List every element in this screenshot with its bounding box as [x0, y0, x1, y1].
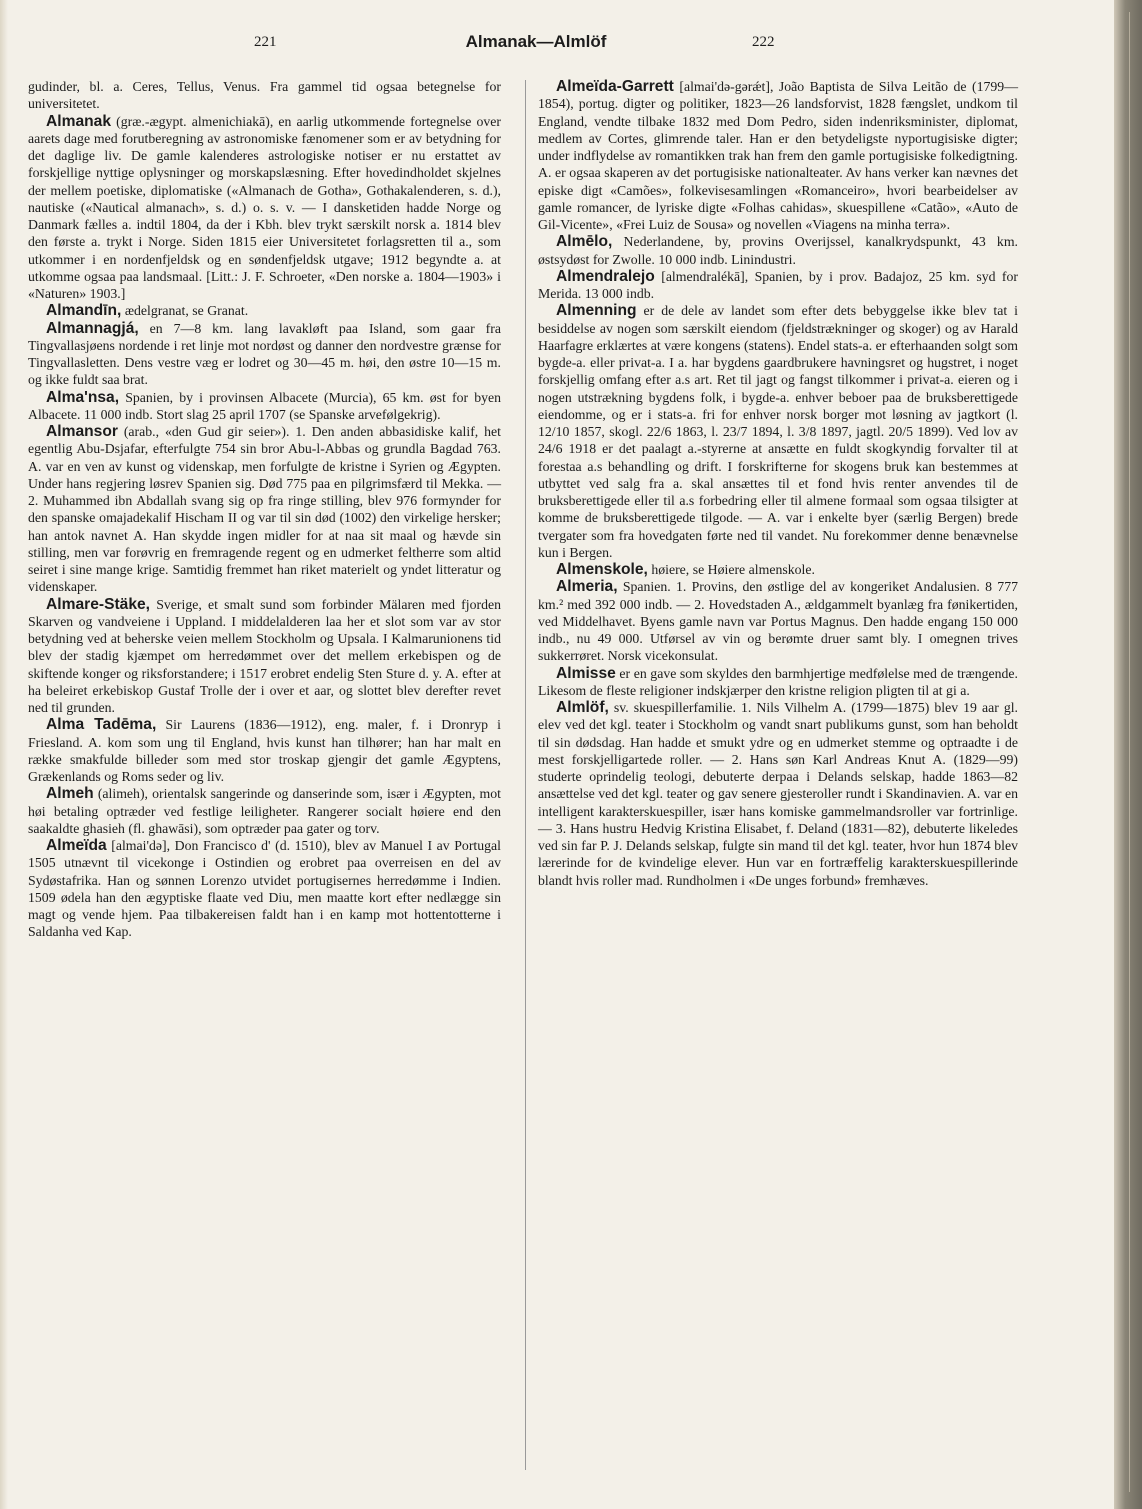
page-number-left: 221 [254, 34, 277, 50]
dictionary-entry [538, 302, 1018, 561]
entry-headword: Almeïda-Garrett [556, 78, 674, 95]
book-edge [1114, 0, 1142, 1509]
dictionary-entry [28, 302, 501, 319]
entry-headword: Almisse [556, 664, 616, 682]
dictionary-entry [28, 320, 501, 389]
entry-text: Nederlandene, by, provins Overijssel, kanalkrydspunkt, 43 km. østsydøst for Zwolle. 10 000 indb. Linindustri. [538, 234, 1018, 267]
entry-text: er de dele av landet som efter dets bebyggelse ikke blev tat i besiddelse av nogen som særskilt eiendom (fjeldstrækninger og skoger) og av Harald Haarfagre erklærtes at være kongens (statens). Endel stats-a. er efterhaanden solgt som bygde-a. eller privat-a. I a. har bygdens gaardbrukere havningsret og hugstret, i noget forskjellig omfang efter a.s art. Ret til jagt og fangst tilkommer i privat-a. eieren og i nogen utstrækning bygdens folk, i bygde-a. enhver beboer paa de bruksberettigede eiendomme, og er i stats-a. fri for enhver norsk borger mot løsning av jagtkort (l. 12/10 1857, skogl. 22/6 1863, l. 23/7 1894, l. 3/8 1897, jagtl. 20/5 1899). Ved lov av 24/6 1918 er det paalagt a.-styrerne at ansætte en fuldt skogkyndig forvalter til at forestaa a.s behandling og drift. I forskrifterne for skogens bruk kan bestemmes at utbyttet ved salg fra a. skal ansættes til et fond hvis renter anvendes til de bruksberettigede eller til a.s forbedring eller til almene formaal som ogsaa tilsigter at komme de bruksberettigede tilgode. — A. var i enkelte byer (særlig Bergen) brede tvergater som fra hovedgaten førte ned til vandet. Nu forekommer denne benævnelse kun i Bergen. [538, 303, 1018, 560]
entry-headword: Almanak [46, 112, 112, 130]
entry-headword: Alma'nsa, [46, 388, 120, 406]
entry-headword: Almendralejo [556, 267, 655, 285]
dictionary-entry [538, 268, 1018, 303]
page-header [0, 34, 1142, 58]
entry-headword: Alma Tadēma, [46, 716, 157, 734]
dictionary-entry [28, 716, 501, 785]
dictionary-entry [538, 699, 1018, 889]
entry-headword: Almeh [46, 785, 94, 803]
entry-text: [almai'də-gərǽt], João Baptista de Silva Leitão de (1799—1854), portug. digter og politiker, 1823—26 landsforvist, 1828 fængslet, undkom til England, vendte tilbake 1832 med Dom Pedro, siden indenriksminister, diplomat, medlem av Cortes, glimrende taler. Han er den betydeligste nyportugisiske digter; under indflydelse av romantikken trak han frem den gamle portugisiske folkedigtning. A. er ogsaa skaperen av det portugisiske nationalteater. Av hans verker kan nævnes det episke digt «Camões», folkevisesamlingen «Romanceiro», hvori bearbeidelser av gamle romancer, de lyriske digte «Folhas cahidas», skuespillene «Catão», «Auto de Gil-Vicente», «Frei Luiz de Sousa» og novellen «Viagens na minha terra». [538, 79, 1018, 232]
dictionary-entry [538, 665, 1018, 700]
dictionary-entry [28, 596, 501, 717]
entry-text: Spanien, by i provinsen Albacete (Murcia), 65 km. øst for byen Albacete. 11 000 indb. Stort slag 25 april 1707 (se Spanske arvefølgekrig). [28, 389, 502, 422]
entry-text: ædelgranat, se Granat. [124, 303, 249, 319]
entry-text: [almendralékā], Spanien, by i prov. Badajoz, 25 km. syd for Merida. 13 000 indb. [538, 268, 1018, 301]
entry-headword: Almenning [556, 302, 637, 320]
entry-text: høiere, se Høiere almenskole. [651, 562, 815, 577]
entry-text: er en gave som skyldes den barmhjertige medfølelse med de trængende. Likesom de fleste religioner indskjærper den kristne religion pligten til at gi a. [538, 665, 1018, 698]
entry-text: en 7—8 km. lang lavakløft paa Island, som gaar fra Tingvallasjøens nordende i ret linje mot nordøst og danner den nordvestre grænse for Tingvallasletten. Dens vestre væg er lodret og 30—45 m. høi, den østre 10—15 m. og ikke fuldt saa brat. [28, 320, 501, 388]
running-head: Almanak—Almlöf [465, 32, 607, 51]
dictionary-entry [538, 233, 1018, 268]
right-column [538, 78, 1018, 889]
entry-headword: Almansor [46, 423, 118, 440]
entry-text: (alimeh), orientalsk sangerinde og danserinde som, især i Ægypten, mot høi betaling optræder ved festlige leiligheter. Rangerer socialt høiere end den saakaldte ghasieh (fl. ghawāsi), som optræder paa gater og torv. [28, 786, 501, 836]
page-number-right: 222 [752, 34, 775, 50]
entry-headword: Almlöf, [556, 699, 609, 716]
dictionary-entry [28, 837, 501, 941]
dictionary-entry [28, 78, 501, 113]
entry-headword: Almandīn, [46, 302, 122, 320]
entry-text: (græ.-ægypt. almenichiakā), en aarlig utkommende fortegnelse over aarets dage med forutberegning av astronomiske fænomener som er av betydning for det daglige liv. De gamle kalenderes astrologiske notiser er nu erstattet av forskjellige nyttige oplysninger og morskapslæsning. Efter hovedindholdet skjelnes der mellem poetiske, diplomatiske («Almanach de Gotha», Gothakalenderen, s. d.), nautiske («Nautical almanach», s. d.) o. s. v. — I dansketiden hadde Norge og Danmark fælles a. indtil 1804, da der i Kbh. blev trykt særskilt norsk a. 1814 blev den første a. trykt i Norge. Siden 1815 eier Universitetet forlagsretten til a., som utkommer i en nordenfjeldsk og en søndenfjeldsk utgave; 1912 begyndte a. at utkomme ogsaa paa landsmaal. [Litt.: J. F. Schroeter, «Den norske a. 1804—1903» i «Naturen» 1903.] [28, 113, 501, 301]
dictionary-entry [28, 113, 501, 303]
dictionary-entry [538, 578, 1018, 664]
dictionary-entry [538, 78, 1018, 233]
entry-headword: Almēlo, [556, 233, 613, 251]
dictionary-entry [28, 423, 501, 596]
entry-headword: Almeïda [46, 837, 107, 854]
page-gutter [0, 0, 8, 1509]
entry-text: [almai'də], Don Francisco d' (d. 1510), blev av Manuel I av Portugal 1505 utnævnt til vicekonge i Ostindien og erobret paa overreisen en del av Sydøstafrika. Han og sønnen Lorenzo utvidet portugisernes herredømme i Indien. 1509 ødela han den ægyptiske flaate ved Diu, men maatte kort efter nedlægge sin magt og vende hjem. Paa tilbakereisen faldt han i en kamp mot hottentotterne i Saldanha ved Kap. [28, 838, 501, 940]
entry-text: Sverige, et smalt sund som forbinder Mälaren med fjorden Skarven og vandveiene i Uppland. I middelalderen laa her et slot som var av stor betydning ved at beherske veien mellem Stockholm og Upsala. I Kalmarunionens tid blev der stadig kjæmpet om herredømmet over det mellem erkebispen og de skiftende konger og riksforstandere; i 1517 erobret endelig Sten Sture d. y. A. efter at ha beleiret erkebiskop Gustaf Trolle der i over et aar, og slottet blev derefter revet ned til grunden. [28, 596, 502, 715]
entry-headword: Almare-Stäke, [46, 595, 151, 613]
book-edge-line [1129, 12, 1140, 1492]
entry-text: (arab., «den Gud gir seier»). 1. Den anden abbasidiske kalif, het egentlig Abu-Dsjafar, efterfulgte 754 sin bror Abu-l-Abbas og grundla Bagdad 763. A. var en ven av kunst og videnskap, men forfulgte de kristne i Syrien og Ægypten. Under hans regjering løsrev Spanien sig. Død 775 paa en pilgrimsfærd til Mekka. — 2. Muhammed ibn Abdallah svang sig op fra ringe stilling, blev 976 formynder for den spanske omajadekalif Hischam II og var til sin død (1002) den virkelige hersker; han antok navnet A. Han skydde ingen midler for at naa sit maal og hævde sin stilling, men var forøvrig en fremragende regent og en udmerket feltherre som altid seiret i sine mange krige. Samtidig fremmet han riket materielt og yndet litteratur og videnskaper. [28, 424, 501, 595]
entry-text: gudinder, bl. a. Ceres, Tellus, Venus. Fra gammel tid ogsaa betegnelse for universitetet. [28, 79, 501, 112]
dictionary-entry [28, 785, 501, 837]
entry-text: sv. skuespillerfamilie. 1. Nils Vilhelm A. (1799—1875) blev 19 aar gl. elev ved det kgl. teater i Stockholm og vandt snart publikums gunst, som han beholdt til sin dødsdag. Han hadde et smukt ydre og en udmerket stemme og optraadte i de mest forskjelligartede roller. — 2. Hans søn Karl Andreas Knut A. (1829—99) studerte oprindelig teologi, debuterte derpaa i Delands selskap, hadde 1863—82 ansættelse ved det kgl. teater og gav senere gjesteroller rundt i Skandinavien. A. var en intelligent karakterskuespiller, især hans komiske gammelmandsroller var fortrinlige. — 3. Hans hustru Hedvig Kristina Elisabet, f. Deland (1831—82), debuterte likeledes ved sin far P. J. Delands selskap, fulgte sin mand til det kgl. teater, hvor hun 1874 blev lærerinde for de kvindelige elever. Hun var en fortræffelig karakterskuespillerinde blandt hvis roller mad. Rundholmen i «De unges forbund» fremhæves. [538, 700, 1018, 888]
left-column [28, 78, 501, 941]
column-divider [525, 80, 526, 1470]
dictionary-entry [28, 389, 501, 424]
entry-headword: Almeria, [556, 578, 618, 596]
entry-headword: Almenskole, [556, 561, 648, 578]
dictionary-entry [538, 561, 1018, 578]
entry-text: Sir Laurens (1836—1912), eng. maler, f. i Dronryp i Friesland. A. kom som ung til England, hvis kunst han tilhører; han har malt en række smakfulde billeder som med stor troskap gjengir det gamle Ægyptens, Grækenlands og Roms seder og liv. [28, 717, 501, 784]
entry-text: Spanien. 1. Provins, den østlige del av kongeriket Andalusien. 8 777 km.² med 392 000 indb. — 2. Hovedstaden A., ældgammelt byanlæg fra fønikertiden, ved Middelhavet. Byens gamle navn var Portus Magnus. Den hadde engang 150 000 indb., nu 49 000. Utførsel av vin og berømte druer samt bly. I omegnen trives sukkerrøret. Norsk vicekonsulat. [538, 579, 1018, 664]
entry-headword: Almannagjá, [46, 319, 139, 337]
